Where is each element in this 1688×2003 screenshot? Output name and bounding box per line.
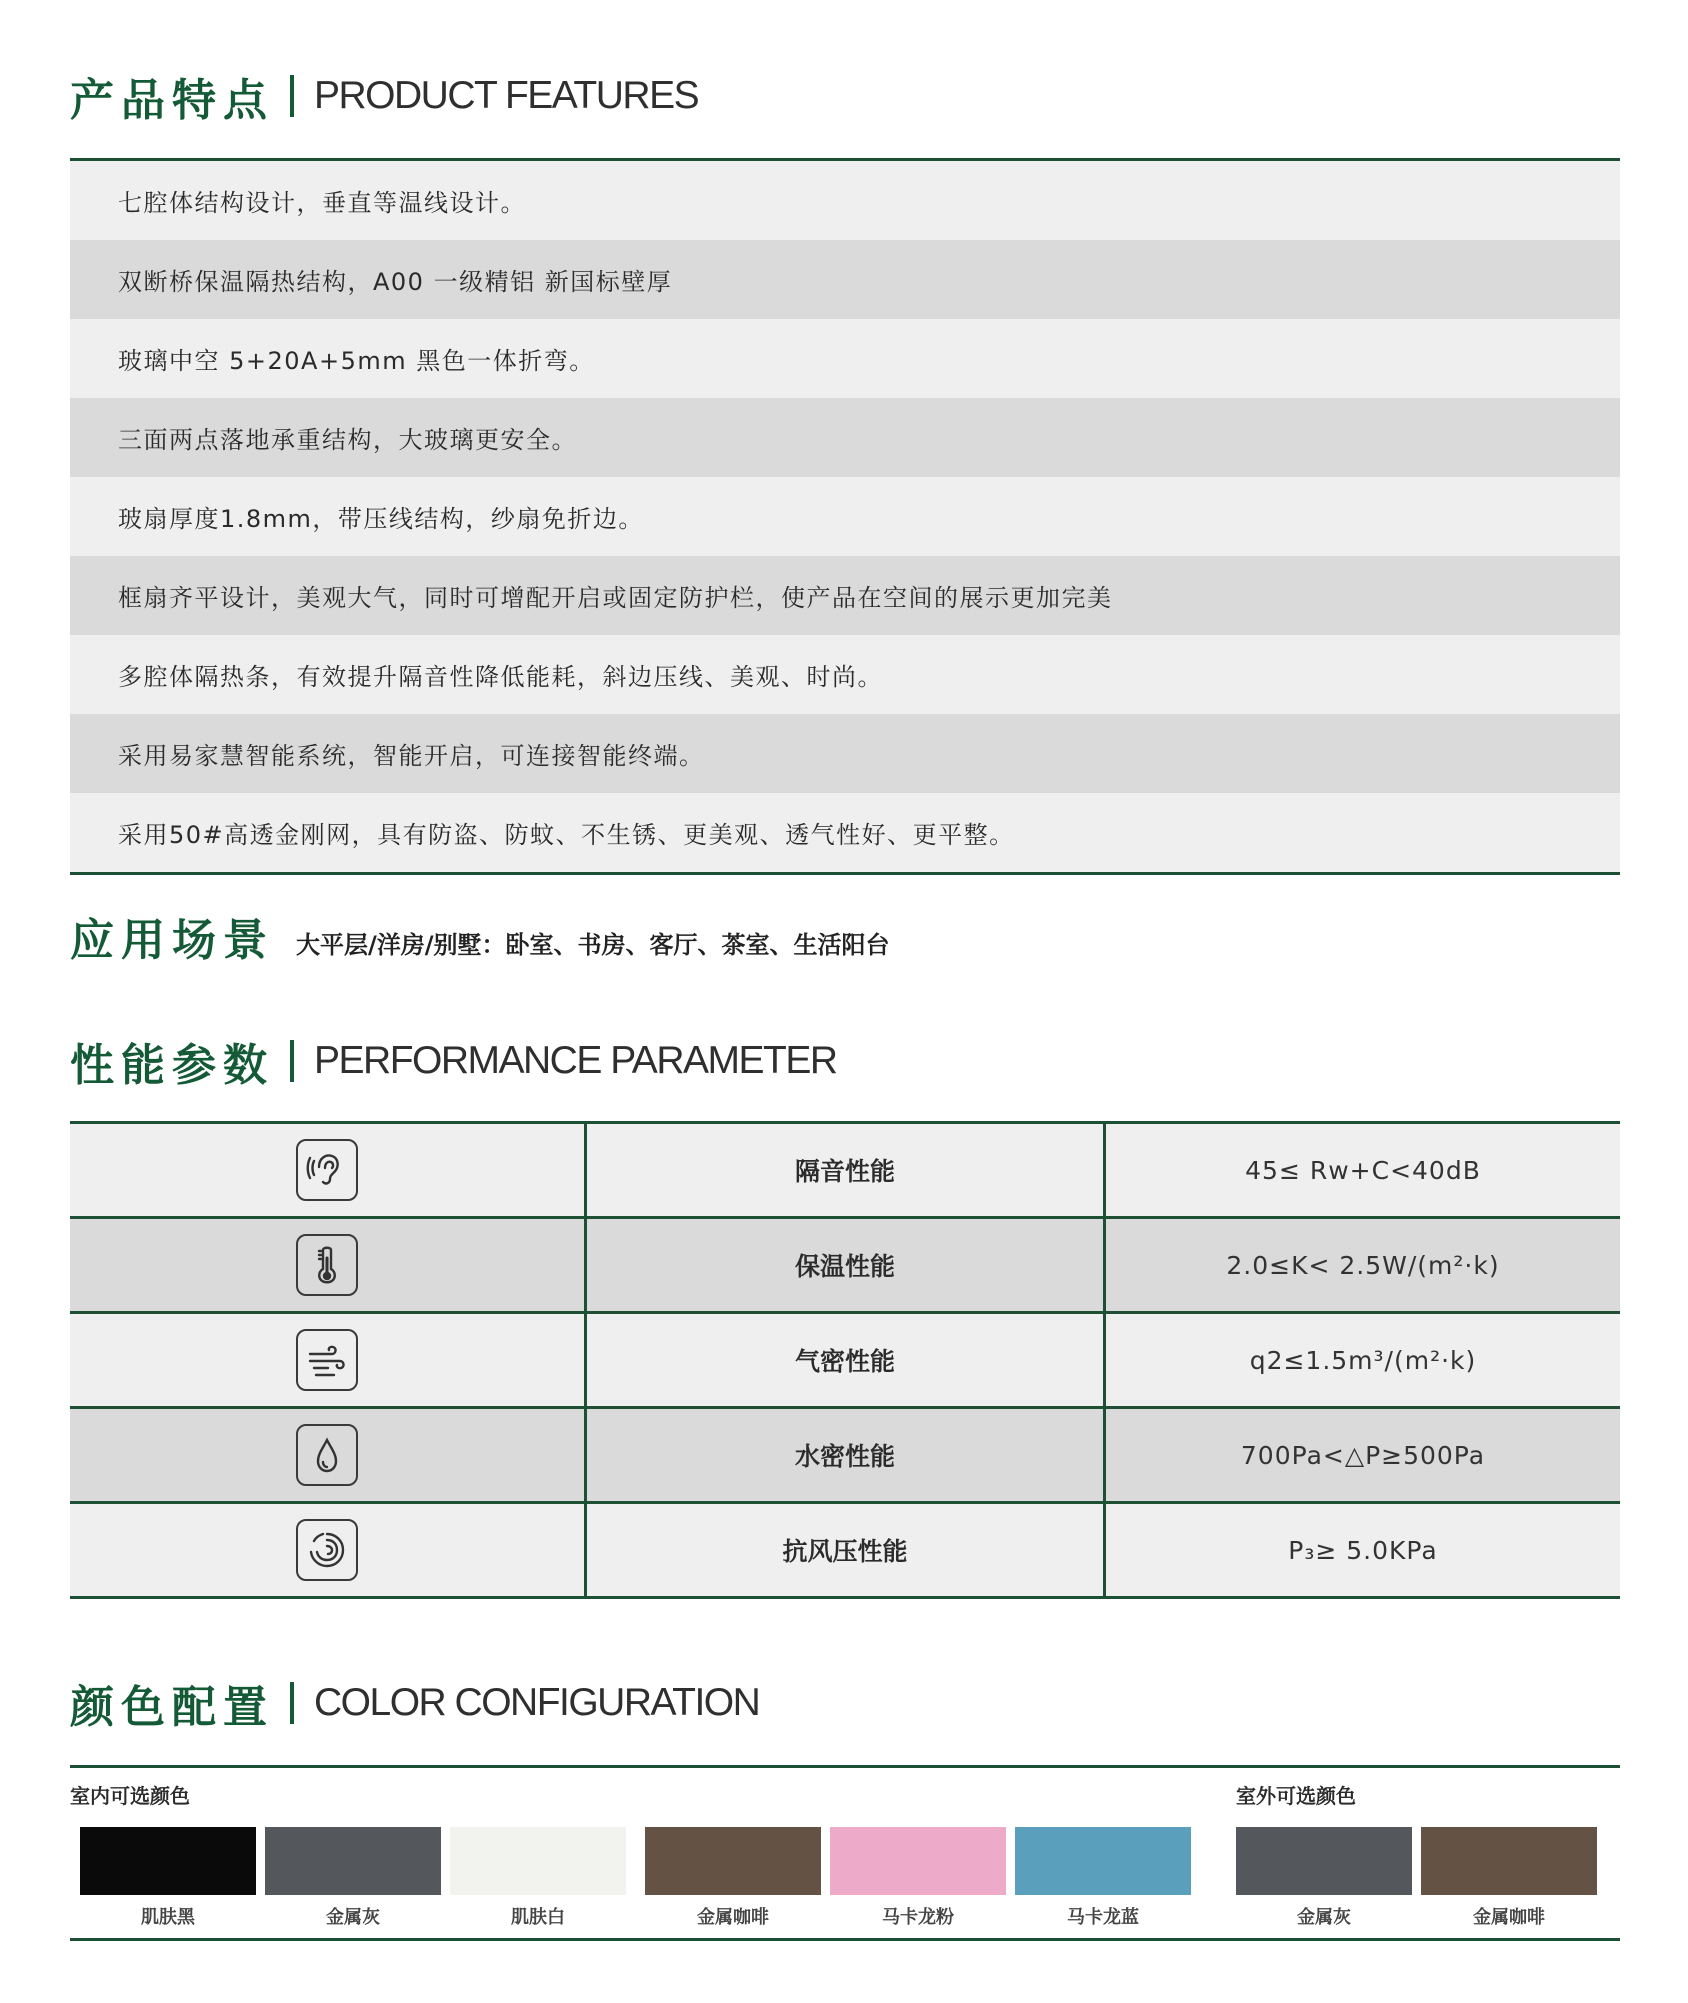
color-name: 肌肤白 (511, 1907, 565, 1928)
scene-title-cn: 应用场景 (70, 915, 274, 966)
color-name: 金属灰 (326, 1907, 380, 1928)
param-icon-cell (70, 1123, 586, 1218)
title-divider (290, 1040, 294, 1082)
feature-item: 双断桥保温隔热结构，A00 一级精铝 新国标壁厚 (70, 240, 1620, 319)
param-value: 2.0≤K< 2.5W/(m²·k) (1105, 1218, 1621, 1313)
color-swatch[interactable] (1421, 1827, 1597, 1895)
color-name: 金属咖啡 (697, 1907, 769, 1928)
feature-item: 玻扇厚度1.8mm，带压线结构，纱扇免折边。 (70, 477, 1620, 556)
feature-item: 三面两点落地承重结构，大玻璃更安全。 (70, 398, 1620, 477)
colors-title-en: COLOR CONFIGURATION (314, 1681, 760, 1724)
feature-item: 玻璃中空 5+20A+5mm 黑色一体折弯。 (70, 319, 1620, 398)
feature-item: 框扇齐平设计，美观大气，同时可增配开启或固定防护栏，使产品在空间的展示更加完美 (70, 556, 1620, 635)
features-title-en: PRODUCT FEATURES (314, 74, 699, 117)
title-divider (290, 1682, 294, 1724)
color-name: 马卡龙粉 (882, 1907, 954, 1928)
color-panel (70, 1765, 1620, 1941)
color-swatch[interactable] (80, 1827, 256, 1895)
params-table (70, 1121, 1620, 1599)
feature-item: 采用易家慧智能系统，智能开启，可连接智能终端。 (70, 714, 1620, 793)
features-title-cn: 产品特点 (70, 75, 274, 126)
color-name: 金属咖啡 (1473, 1907, 1545, 1928)
feature-item: 多腔体隔热条，有效提升隔音性降低能耗，斜边压线、美观、时尚。 (70, 635, 1620, 714)
params-title-cn: 性能参数 (70, 1040, 274, 1091)
params-title-en: PERFORMANCE PARAMETER (314, 1039, 837, 1082)
params-header (70, 1029, 837, 1093)
indoor-colors-label: 室内可选颜色 (70, 1784, 190, 1808)
colors-title-cn: 颜色配置 (70, 1682, 274, 1733)
feature-item: 七腔体结构设计，垂直等温线设计。 (70, 161, 1620, 240)
color-swatch[interactable] (1015, 1827, 1191, 1895)
colors-header (70, 1671, 759, 1735)
param-name: 保温性能 (586, 1218, 1105, 1313)
color-name: 金属灰 (1297, 1907, 1351, 1928)
param-value: P₃≥ 5.0KPa (1105, 1503, 1621, 1598)
table-row (70, 1503, 1620, 1598)
whirlwind-icon (296, 1519, 358, 1581)
water-drop-icon (296, 1424, 358, 1486)
color-swatch[interactable] (1236, 1827, 1412, 1895)
color-swatch[interactable] (830, 1827, 1006, 1895)
param-icon-cell (70, 1503, 586, 1598)
outdoor-colors-label: 室外可选颜色 (1236, 1784, 1356, 1808)
color-name: 肌肤黑 (141, 1907, 195, 1928)
features-header (70, 64, 698, 128)
table-row (70, 1313, 1620, 1408)
color-swatch[interactable] (450, 1827, 626, 1895)
wind-icon (296, 1329, 358, 1391)
table-row (70, 1408, 1620, 1503)
title-divider (290, 75, 294, 117)
param-name: 水密性能 (586, 1408, 1105, 1503)
param-name: 抗风压性能 (586, 1503, 1105, 1598)
param-icon-cell (70, 1218, 586, 1313)
features-list (70, 158, 1620, 875)
param-name: 气密性能 (586, 1313, 1105, 1408)
param-icon-cell (70, 1408, 586, 1503)
param-value: q2≤1.5m³/(m²·k) (1105, 1313, 1621, 1408)
param-name: 隔音性能 (586, 1123, 1105, 1218)
color-name: 马卡龙蓝 (1067, 1907, 1139, 1928)
feature-item: 采用50#高透金刚网，具有防盗、防蚊、不生锈、更美观、透气性好、更平整。 (70, 793, 1620, 872)
param-value: 45≤ Rw+C<40dB (1105, 1123, 1621, 1218)
color-swatch[interactable] (645, 1827, 821, 1895)
table-row (70, 1123, 1620, 1218)
scene-header (70, 904, 890, 968)
param-icon-cell (70, 1313, 586, 1408)
ear-icon (296, 1139, 358, 1201)
scene-text: 大平层/洋房/别墅：卧室、书房、客厅、茶室、生活阳台 (296, 930, 890, 959)
param-value: 700Pa<△P≥500Pa (1105, 1408, 1621, 1503)
thermometer-icon (296, 1234, 358, 1296)
table-row (70, 1218, 1620, 1313)
color-swatch[interactable] (265, 1827, 441, 1895)
